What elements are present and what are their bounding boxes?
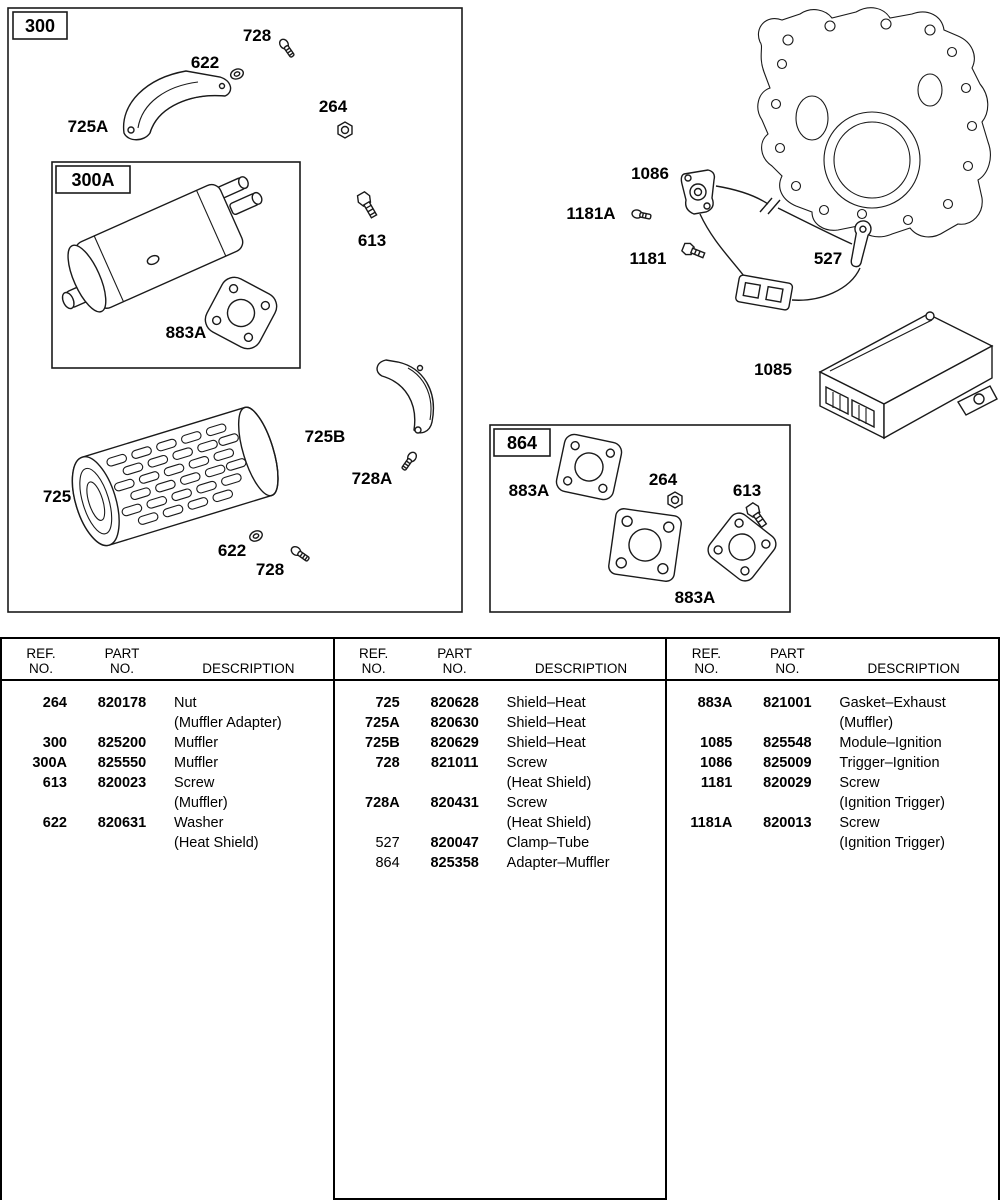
callout-728-top: 728	[242, 26, 272, 45]
row-part: 825009	[763, 755, 812, 771]
gasket-883a-864-top-illustration	[555, 433, 624, 502]
screw-728a-illustration	[400, 451, 418, 472]
header-part-no: PART NO.	[437, 646, 473, 676]
table-row	[671, 833, 994, 853]
nut-264-illustration	[338, 122, 352, 138]
row-desc: Adapter–Muffler	[506, 855, 610, 871]
row-desc: Nut	[174, 695, 197, 711]
row-part	[741, 793, 833, 813]
callout-725a: 725A	[67, 117, 109, 136]
gasket-883a-864-right-illustration	[704, 509, 780, 585]
row-ref: 1085	[700, 735, 733, 751]
row-ref: 725	[375, 695, 400, 711]
table-row	[671, 793, 994, 813]
bolt-613-illustration	[355, 191, 379, 220]
row-ref	[6, 793, 76, 813]
row-ref	[6, 713, 76, 733]
row-part: 820630	[430, 715, 479, 731]
row-ref: 728A	[365, 795, 400, 811]
row-desc: Clamp–Tube	[506, 835, 590, 851]
callout-728-bottom: 728	[255, 560, 285, 579]
callout-1086: 1086	[631, 164, 669, 183]
row-ref: 300	[42, 735, 67, 751]
heat-shield-725b-illustration	[377, 360, 433, 433]
screw-728-top-illustration	[278, 38, 296, 59]
row-desc: Washer	[174, 815, 224, 831]
parts-table-column-2	[333, 639, 666, 1200]
callout-1181a: 1181A	[566, 204, 616, 223]
table-row	[339, 793, 662, 813]
table-row	[339, 733, 662, 753]
row-desc: (Heat Shield)	[506, 775, 592, 791]
row-part	[76, 713, 168, 733]
callout-883a-864-left: 883A	[508, 481, 550, 500]
column-1-header	[2, 639, 333, 681]
table-row	[339, 813, 662, 833]
table-row	[671, 733, 994, 753]
header-description: DESCRIPTION	[534, 661, 628, 676]
row-desc: (Muffler)	[174, 795, 228, 811]
header-ref-no: REF. NO.	[359, 646, 389, 676]
row-ref: 864	[375, 855, 400, 871]
column-1-rows	[2, 681, 333, 853]
table-row	[6, 733, 329, 753]
callout-613: 613	[357, 231, 387, 250]
row-part: 820628	[430, 695, 479, 711]
row-ref: 725B	[365, 735, 400, 751]
table-row	[339, 753, 662, 773]
header-part-no: PART NO.	[104, 646, 140, 676]
row-part: 820047	[430, 835, 479, 851]
header-part-no: PART NO.	[769, 646, 805, 676]
row-desc: Muffler	[174, 735, 219, 751]
row-ref: 622	[42, 815, 67, 831]
row-ref: 883A	[697, 695, 733, 711]
row-part: 825548	[763, 735, 812, 751]
table-row	[6, 793, 329, 813]
table-row	[6, 713, 329, 733]
table-row	[339, 853, 662, 873]
table-row	[6, 813, 329, 833]
row-part: 825200	[97, 735, 147, 751]
callout-883a: 883A	[165, 323, 207, 342]
table-row	[671, 773, 994, 793]
table-row	[6, 773, 329, 793]
parts-table	[0, 637, 1000, 1200]
header-ref-no: REF. NO.	[691, 646, 721, 676]
callout-264: 264	[318, 97, 348, 116]
muffler-adapter-illustration	[608, 508, 683, 583]
row-desc: Muffler	[174, 755, 219, 771]
table-row	[339, 693, 662, 713]
row-desc: Module–Ignition	[839, 735, 942, 751]
callout-725b: 725B	[304, 427, 346, 446]
callout-622-bottom: 622	[217, 541, 247, 560]
callout-728a: 728A	[351, 469, 393, 488]
row-part: 820178	[97, 695, 147, 711]
row-desc: Shield–Heat	[506, 735, 586, 751]
screw-728-bottom-illustration	[290, 545, 311, 563]
box-300a-label: 300A	[71, 170, 115, 190]
column-2-rows	[335, 681, 666, 873]
row-ref: 264	[42, 695, 67, 711]
row-desc: (Ignition Trigger)	[839, 795, 945, 811]
callout-622-top: 622	[190, 53, 220, 72]
row-ref	[6, 833, 76, 853]
table-row	[671, 693, 994, 713]
row-part: 821011	[430, 755, 479, 771]
row-desc: (Heat Shield)	[174, 835, 259, 851]
screw-1181-illustration	[681, 242, 706, 261]
row-desc: Screw	[174, 775, 215, 791]
ignition-trigger-illustration	[681, 170, 714, 214]
row-ref: 1181A	[690, 815, 733, 831]
row-desc: Shield–Heat	[506, 715, 586, 731]
header-description: DESCRIPTION	[867, 661, 960, 676]
box-300-label: 300	[24, 16, 56, 36]
row-part	[741, 713, 833, 733]
callout-725: 725	[42, 487, 72, 506]
table-row	[6, 753, 329, 773]
row-part: 825358	[430, 855, 479, 871]
row-desc: Trigger–Ignition	[839, 755, 940, 771]
row-desc: Screw	[506, 755, 547, 771]
row-desc: Gasket–Exhaust	[839, 695, 946, 711]
row-desc: Screw	[506, 795, 547, 811]
table-row	[6, 693, 329, 713]
row-part	[409, 813, 501, 833]
row-part: 820629	[430, 735, 479, 751]
callout-613-864: 613	[732, 481, 762, 500]
row-ref: 527	[375, 835, 400, 851]
row-desc: Shield–Heat	[506, 695, 586, 711]
row-part: 825550	[97, 755, 147, 771]
row-part: 820431	[430, 795, 479, 811]
row-desc: Screw	[839, 815, 880, 831]
column-3-rows	[667, 681, 998, 853]
harness-connector-illustration	[735, 275, 793, 311]
row-part	[76, 833, 168, 853]
row-ref: 300A	[32, 755, 67, 771]
table-row	[339, 713, 662, 733]
column-2-header	[335, 639, 666, 681]
row-ref	[339, 813, 409, 833]
ignition-module-illustration	[820, 312, 997, 438]
row-part: 821001	[763, 695, 812, 711]
screw-1181a-illustration	[631, 209, 651, 221]
row-part: 820631	[97, 815, 147, 831]
table-row	[671, 753, 994, 773]
nut-264-864-illustration	[668, 492, 682, 508]
table-row	[339, 833, 662, 853]
callout-883a-864-bottom: 883A	[674, 588, 716, 607]
row-ref: 613	[42, 775, 67, 791]
washer-622-bottom-illustration	[248, 529, 264, 543]
row-part	[741, 833, 833, 853]
row-ref: 1181	[700, 775, 733, 791]
header-ref-no: REF. NO.	[26, 646, 56, 676]
row-desc: (Muffler Adapter)	[174, 715, 282, 731]
row-ref: 725A	[365, 715, 400, 731]
table-row	[6, 833, 329, 853]
table-row	[671, 713, 994, 733]
row-part: 820013	[763, 815, 812, 831]
row-desc: (Muffler)	[839, 715, 894, 731]
row-part	[76, 793, 168, 813]
gasket-883a-300a-illustration	[200, 272, 281, 353]
heat-shield-725a-illustration	[124, 71, 231, 140]
row-ref	[671, 713, 741, 733]
crankcase-illustration	[758, 8, 991, 237]
table-row	[339, 773, 662, 793]
callout-1085: 1085	[754, 360, 792, 379]
row-desc: (Heat Shield)	[506, 815, 592, 831]
parts-table-column-1	[2, 639, 333, 1200]
row-part: 820029	[763, 775, 812, 791]
row-ref	[671, 793, 741, 813]
header-description: DESCRIPTION	[202, 661, 295, 676]
row-desc: (Ignition Trigger)	[839, 835, 945, 851]
washer-622-top-illustration	[229, 67, 244, 80]
column-3-header	[667, 639, 998, 681]
parts-table-column-3	[665, 639, 998, 1200]
row-ref: 728	[375, 755, 400, 771]
row-part: 820023	[97, 775, 147, 791]
callout-1181: 1181	[629, 249, 667, 268]
row-ref: 1086	[700, 755, 733, 771]
row-ref	[339, 773, 409, 793]
table-row	[671, 813, 994, 833]
heat-shield-725-illustration	[63, 403, 286, 551]
box-864-label: 864	[506, 433, 538, 453]
row-part	[409, 773, 501, 793]
callout-264-864: 264	[648, 470, 678, 489]
row-ref	[671, 833, 741, 853]
row-desc: Screw	[839, 775, 880, 791]
callout-527: 527	[813, 249, 843, 268]
